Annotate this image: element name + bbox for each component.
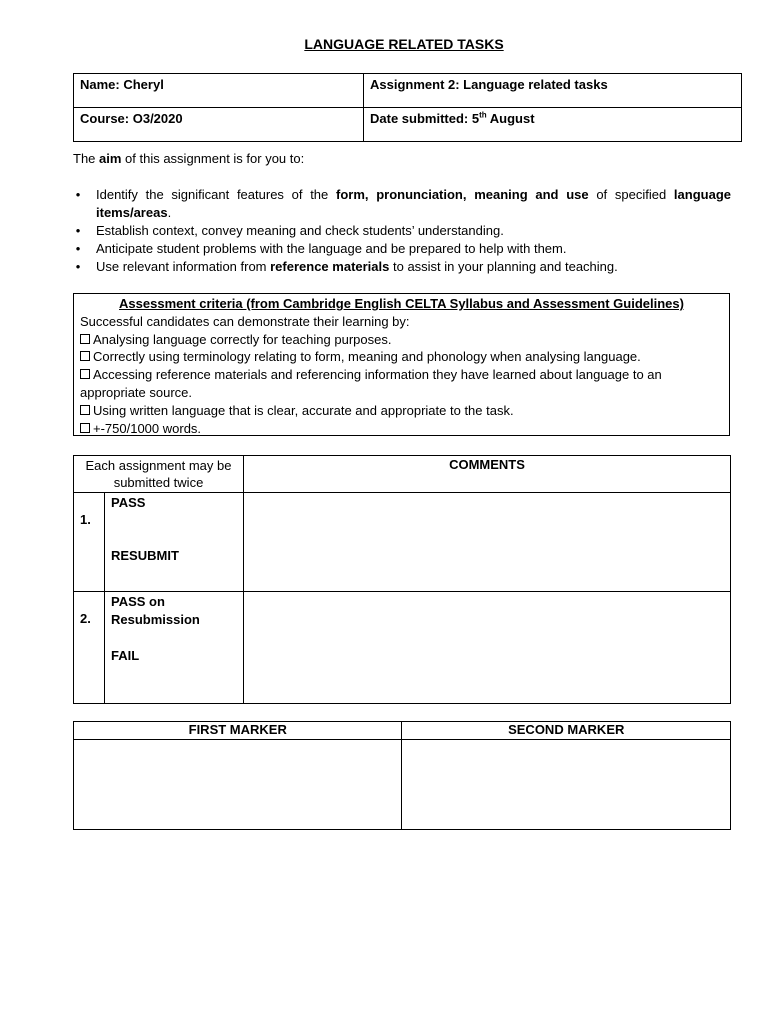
markers-header-row — [74, 722, 731, 740]
option-fail: FAIL — [111, 648, 140, 663]
grading-table — [73, 455, 731, 704]
checkbox-icon — [80, 405, 90, 415]
name-cell: Name: Cheryl — [74, 74, 364, 108]
assignment-cell: Assignment 2: Language related tasks — [364, 74, 742, 108]
bullet-text: to assist in your planning and teaching. — [389, 259, 618, 274]
date-cell — [364, 108, 742, 142]
comments-cell[interactable] — [244, 592, 731, 704]
bullet-text: of specified — [588, 187, 674, 202]
bullet-text: Establish context, convey meaning and check students’ understanding. — [96, 223, 504, 238]
criteria-item-text: Correctly using terminology relating to form, meaning and phonology when analysing language. — [93, 349, 641, 365]
bullet-bold: reference materials — [270, 259, 390, 274]
criteria-item — [80, 348, 723, 366]
bullet-text: Use relevant information from — [96, 259, 271, 274]
criteria-item-text: Accessing reference materials and referencing information they have learned about language to an appropriate source. — [80, 367, 662, 400]
option-pass: PASS — [111, 495, 146, 510]
list-item — [73, 186, 731, 222]
criteria-item-text: +-750/1000 words. — [93, 420, 202, 436]
option-pass-on-resubmission: PASS on Resubmission — [111, 594, 200, 627]
date-prefix: Date submitted: 5 — [370, 111, 480, 126]
second-marker-header: SECOND MARKER — [402, 722, 731, 740]
bullet-bold: form, pronunciation, meaning and use — [336, 187, 589, 202]
checkbox-icon — [80, 334, 90, 344]
criteria-item-text: Analysing language correctly for teaching purposes. — [93, 331, 392, 347]
result-options — [105, 493, 244, 592]
bullet-icon: • — [75, 223, 81, 238]
date-superscript: th — [479, 110, 487, 120]
aims-list — [73, 186, 731, 276]
criteria-item — [80, 331, 723, 349]
submission-note: Each assignment may be submitted twice — [74, 456, 244, 493]
criteria-item-text: Using written language that is clear, accurate and appropriate to the task. — [93, 402, 514, 418]
bullet-bold: language items/areas — [96, 187, 731, 220]
aim-statement — [73, 151, 304, 166]
list-item — [73, 240, 731, 258]
page-title: LANGUAGE RELATED TASKS — [304, 36, 504, 52]
row-number — [74, 493, 105, 592]
row-number-text: 1. — [80, 512, 91, 527]
criteria-title: Assessment criteria (from Cambridge English CELTA Syllabus and Assessment Guidelines) — [119, 296, 684, 311]
info-row — [74, 108, 742, 142]
first-marker-header: FIRST MARKER — [74, 722, 402, 740]
grading-header-row — [74, 456, 731, 493]
option-resubmit: RESUBMIT — [111, 548, 179, 563]
list-item — [73, 258, 731, 276]
second-marker-cell[interactable] — [402, 740, 731, 830]
markers-body-row — [74, 740, 731, 830]
markers-table — [73, 721, 731, 830]
criteria-item — [80, 420, 723, 438]
checkbox-icon — [80, 351, 90, 361]
comments-cell[interactable] — [244, 493, 731, 592]
first-marker-cell[interactable] — [74, 740, 402, 830]
list-item — [73, 222, 731, 240]
date-suffix: August — [486, 111, 535, 126]
bullet-text: . — [167, 205, 172, 220]
aim-prefix: The — [73, 151, 100, 166]
assessment-criteria-box — [73, 293, 730, 436]
bullet-text: Identify the significant features of the — [96, 187, 336, 202]
checkbox-icon — [80, 423, 90, 433]
bullet-text: Anticipate student problems with the language and be prepared to help with them. — [96, 241, 567, 256]
aim-bold: aim — [99, 151, 122, 166]
bullet-icon: • — [75, 241, 81, 256]
result-options — [105, 592, 244, 704]
row-number-text: 2. — [80, 611, 91, 626]
comments-header: COMMENTS — [244, 456, 731, 493]
criteria-item — [80, 366, 723, 402]
checkbox-icon — [80, 369, 90, 379]
criteria-intro: Successful candidates can demonstrate their learning by: — [80, 313, 410, 329]
info-table — [73, 73, 742, 142]
aim-suffix: of this assignment is for you to: — [121, 151, 305, 166]
table-row — [74, 493, 731, 592]
table-row — [74, 592, 731, 704]
course-cell: Course: O3/2020 — [74, 108, 364, 142]
info-row — [74, 74, 742, 108]
bullet-icon: • — [75, 259, 81, 274]
row-number — [74, 592, 105, 704]
bullet-icon: • — [75, 187, 81, 202]
criteria-item — [80, 402, 723, 420]
